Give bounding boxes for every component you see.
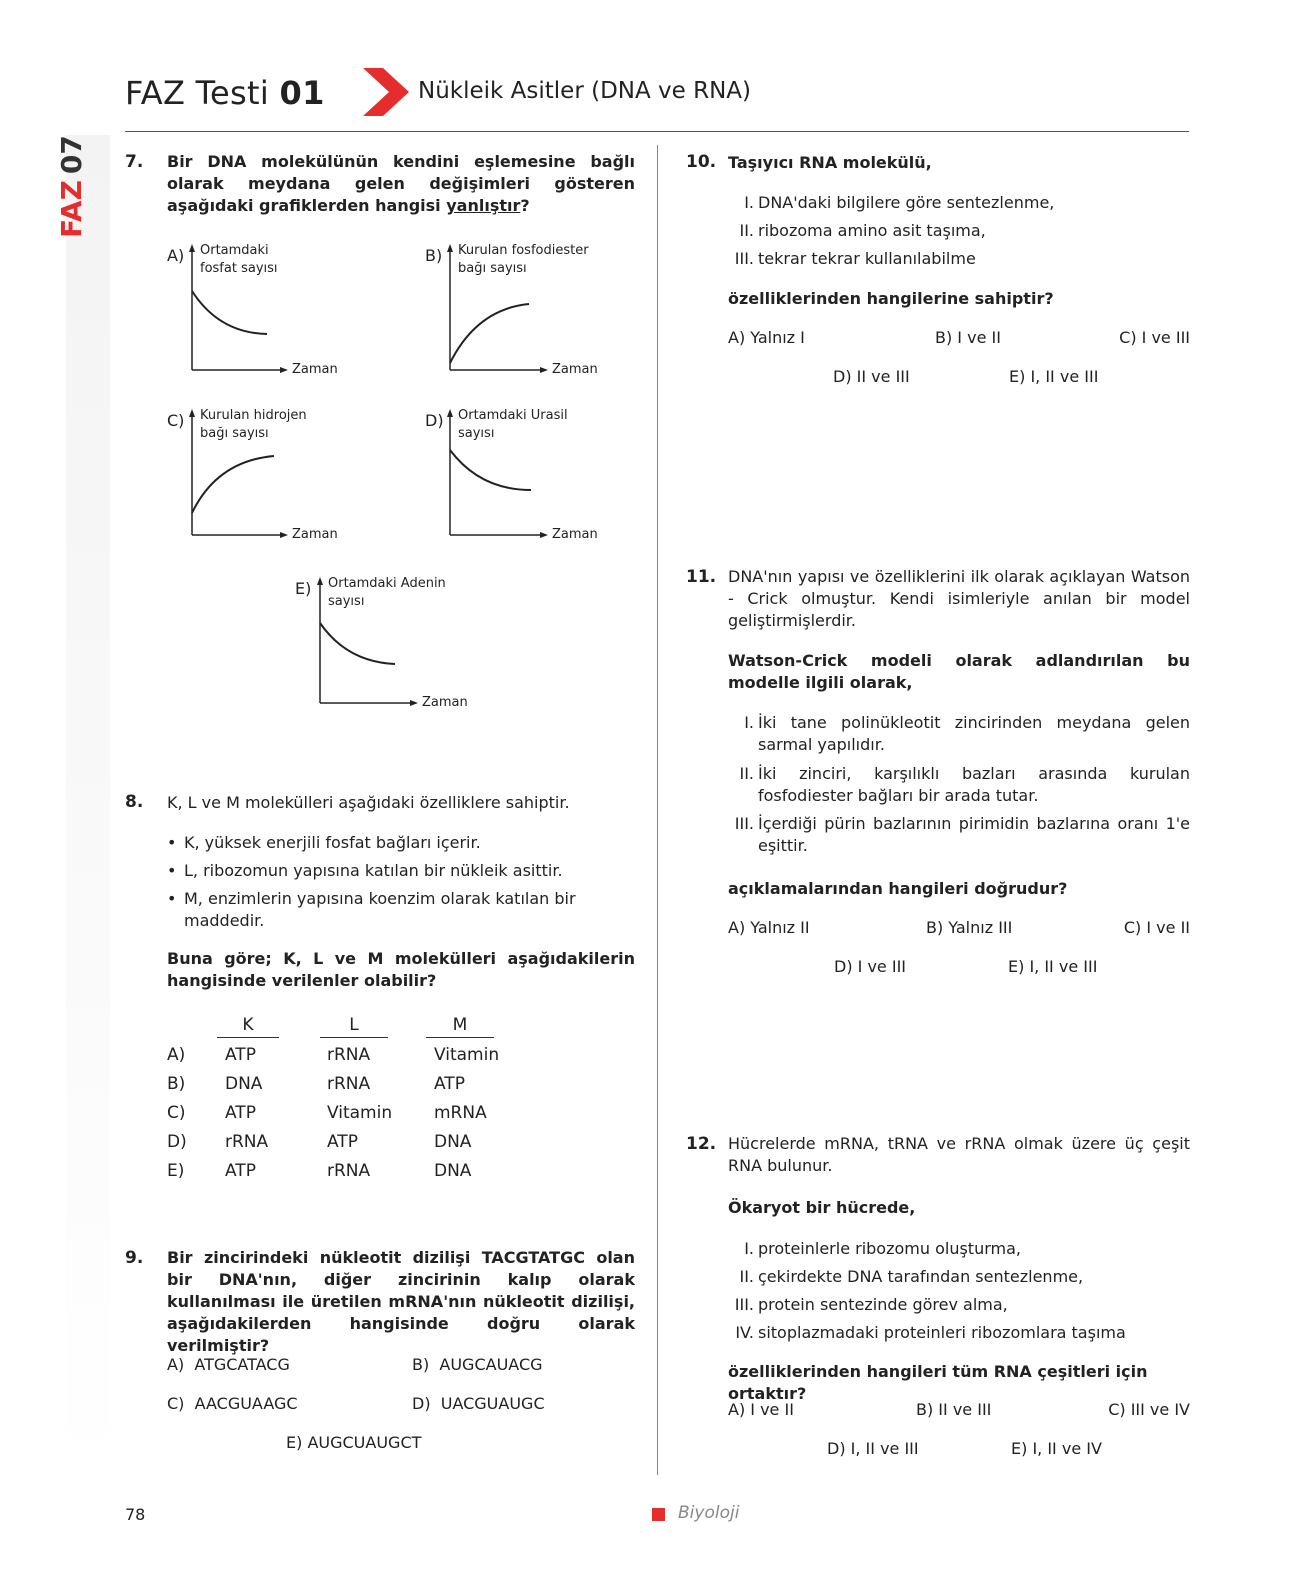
q10-text: Taşıyıcı RNA molekülü, xyxy=(728,153,932,172)
q8-row-a-m: Vitamin xyxy=(434,1045,500,1065)
q7-text-emphasis: yanlıştır xyxy=(446,196,521,215)
q12-option-d: D) I, II ve III xyxy=(827,1439,919,1458)
graph-b-xlabel: Zaman xyxy=(552,362,598,377)
graph-d-axes xyxy=(425,408,615,543)
q10-option-b: B) I ve II xyxy=(935,328,1001,347)
graph-a-letter: A) xyxy=(167,246,185,265)
graph-c-axes xyxy=(167,408,347,543)
q8-header-l: L xyxy=(320,1015,388,1038)
q8-row-c-k: ATP xyxy=(225,1103,256,1123)
q12-item-2-roman: II. xyxy=(739,1267,754,1286)
q7-text-end: ? xyxy=(520,196,530,215)
q11-item-2-roman: II. xyxy=(739,764,754,783)
q11-option-c: C) I ve II xyxy=(1123,918,1190,937)
q8-row-b-k: DNA xyxy=(225,1074,263,1094)
q9-option-c xyxy=(167,1394,298,1413)
q8-header-k: K xyxy=(217,1015,279,1038)
q9-option-e-text: AUGCUAUGCT xyxy=(307,1433,422,1452)
graph-e-letter: E) xyxy=(295,579,312,598)
q8-bullet-dot: • xyxy=(167,833,177,852)
q10-option-a: A) Yalnız I xyxy=(728,328,805,347)
q10-item-3-roman: III. xyxy=(734,249,754,268)
q9-option-e xyxy=(286,1433,421,1452)
q9-option-d-letter: D) xyxy=(412,1394,431,1413)
graph-b-ylabel-1: Kurulan fosfodiester xyxy=(458,243,589,258)
q9-option-a xyxy=(167,1355,290,1374)
q11-lead: Watson-Crick modeli olarak adlandırılan bu modelle ilgili olarak, xyxy=(728,651,1190,692)
graph-c-curve xyxy=(192,456,274,513)
q8-bullet-3: M, enzimlerin yapısına koenzim olarak katılan bir maddedir. xyxy=(184,889,576,930)
q10-option-c: C) I ve III xyxy=(1119,328,1190,347)
graph-c-xlabel: Zaman xyxy=(292,527,338,542)
q12-item-3-text: protein sentezinde görev alma, xyxy=(758,1295,1008,1314)
q11-question: açıklamalarından hangileri doğrudur? xyxy=(728,879,1068,898)
graph-d-letter: D) xyxy=(425,411,444,430)
side-strip xyxy=(66,135,110,1480)
q11-option-e: E) I, II ve III xyxy=(1008,957,1098,976)
q11-item-1-text: İki tane polinükleotit zincirinden meydana gelen sarmal yapılıdır. xyxy=(758,713,1190,754)
q10-item-1-text: DNA'daki bilgilere göre sentezlenme, xyxy=(758,193,1055,212)
q8-row-c-m: mRNA xyxy=(434,1103,487,1123)
q8-intro: K, L ve M molekülleri aşağıdaki özelliklere sahiptir. xyxy=(167,793,570,812)
page-title xyxy=(125,74,325,112)
q12-question: özelliklerinden hangileri tüm RNA çeşitleri için ortaktır? xyxy=(728,1362,1148,1403)
q9-option-b-text: AUGCAUACG xyxy=(439,1355,543,1374)
q7-number: 7. xyxy=(125,152,144,172)
page-number: 78 xyxy=(125,1505,146,1524)
q9-option-c-text: AACGUAAGC xyxy=(194,1394,298,1413)
graph-d-ylabel-1: Ortamdaki Urasil xyxy=(458,408,568,423)
q11-item-3-roman: III. xyxy=(734,814,754,833)
q9-option-d-text: UACGUAUGC xyxy=(440,1394,545,1413)
q7-text-main: Bir DNA molekülünün kendini eşlemesine bağlı olarak meydana gelen değişimleri gösteren aşağıdaki grafiklerden hangisi xyxy=(167,152,635,215)
q11-text: DNA'nın yapısı ve özelliklerini ilk olarak açıklayan Watson - Crick olmuştur. Kendi isimleriyle anılan bir model geliştirmişlerdir. xyxy=(728,567,1190,630)
graph-d-xlabel: Zaman xyxy=(552,527,598,542)
q8-row-b-letter: B) xyxy=(167,1074,186,1094)
q8-row-c-letter: C) xyxy=(167,1103,186,1123)
graph-c-ylabel-1: Kurulan hidrojen xyxy=(200,408,307,423)
graph-e xyxy=(295,576,485,711)
q9-option-a-letter: A) xyxy=(167,1355,185,1374)
q8-row-e-letter: E) xyxy=(167,1161,185,1181)
graph-b xyxy=(425,243,615,378)
graph-e-ylabel-1: Ortamdaki Adenin xyxy=(328,576,446,591)
q12-item-1-roman: I. xyxy=(744,1239,754,1258)
q11-option-b: B) Yalnız III xyxy=(926,918,1013,937)
q10-item-2-roman: II. xyxy=(739,221,754,240)
graph-a-ylabel-1: Ortamdaki xyxy=(200,243,269,258)
side-tab-label xyxy=(55,135,88,238)
q10-question: özelliklerinden hangilerine sahiptir? xyxy=(728,289,1054,308)
q8-row-d-letter: D) xyxy=(167,1132,187,1152)
q12-option-e: E) I, II ve IV xyxy=(1011,1439,1102,1458)
q11-item-3-text: İçerdiği pürin bazlarının pirimidin bazlarına oranı 1'e eşittir. xyxy=(758,814,1190,855)
q11-item-2-text: İki zinciri, karşılıklı bazları arasında kurulan fosfodiester bağları bir arada tutar. xyxy=(758,764,1190,805)
q8-row-d-k: rRNA xyxy=(225,1132,269,1152)
graph-e-xlabel: Zaman xyxy=(422,695,468,710)
q7-text xyxy=(167,151,635,217)
q9-option-a-text: ATGCATACG xyxy=(194,1355,290,1374)
q12-text: Hücrelerde mRNA, tRNA ve rRNA olmak üzere üç çeşit RNA bulunur. xyxy=(728,1134,1190,1175)
graph-c-letter: C) xyxy=(167,411,185,430)
q8-row-a-k: ATP xyxy=(225,1045,256,1065)
q12-option-b: B) II ve III xyxy=(916,1400,992,1419)
q12-item-1-text: proteinlerle ribozomu oluşturma, xyxy=(758,1239,1021,1258)
column-divider xyxy=(657,145,658,1475)
graph-b-curve xyxy=(450,304,529,363)
q10-item-2-text: ribozoma amino asit taşıma, xyxy=(758,221,986,240)
graph-a-ylabel-2: fosfat sayısı xyxy=(200,261,278,276)
q12-item-4-roman: IV. xyxy=(735,1323,754,1342)
side-tab-num: 07 xyxy=(55,135,88,175)
graph-c xyxy=(167,408,347,543)
side-tab-red: FAZ xyxy=(55,180,88,238)
q8-row-b-m: ATP xyxy=(434,1074,465,1094)
q11-number: 11. xyxy=(686,567,717,587)
q9-option-b-letter: B) xyxy=(412,1355,430,1374)
title-number: 01 xyxy=(279,74,325,112)
graph-b-ylabel-2: bağı sayısı xyxy=(458,261,527,276)
footer-subject: Biyoloji xyxy=(678,1503,740,1523)
q11-option-d: D) I ve III xyxy=(834,957,907,976)
graph-b-axes xyxy=(425,243,615,378)
q11-option-a: A) Yalnız II xyxy=(728,918,810,937)
q10-item-3-text: tekrar tekrar kullanılabilme xyxy=(758,249,976,268)
q12-item-2-text: çekirdekte DNA tarafından sentezlenme, xyxy=(758,1267,1084,1286)
q10-item-1-roman: I. xyxy=(744,193,754,212)
q11-item-1-roman: I. xyxy=(744,713,754,732)
footer-square-icon xyxy=(652,1508,665,1521)
graph-e-ylabel-2: sayısı xyxy=(328,594,365,609)
q8-row-d-l: ATP xyxy=(327,1132,358,1152)
chevron-right-icon xyxy=(363,68,409,116)
graph-e-curve xyxy=(320,623,395,664)
q8-bullet-dot: • xyxy=(167,861,177,880)
q12-option-a: A) I ve II xyxy=(728,1400,794,1419)
q9-option-c-letter: C) xyxy=(167,1394,185,1413)
q12-option-c: C) III ve IV xyxy=(1108,1400,1190,1419)
q8-number: 8. xyxy=(125,792,144,812)
q8-bullet-dot: • xyxy=(167,889,177,908)
q9-option-d xyxy=(412,1394,545,1413)
q8-row-e-l: rRNA xyxy=(327,1161,371,1181)
q8-row-d-m: DNA xyxy=(434,1132,472,1152)
q8-bullet-1: K, yüksek enerjili fosfat bağları içerir. xyxy=(184,833,481,852)
q9-option-b xyxy=(412,1355,543,1374)
q8-header-m: M xyxy=(426,1015,494,1038)
title-text: FAZ Testi xyxy=(125,74,270,112)
q12-item-3-roman: III. xyxy=(734,1295,754,1314)
graph-d-ylabel-2: sayısı xyxy=(458,426,495,441)
page-subtitle: Nükleik Asitler (DNA ve RNA) xyxy=(418,78,751,104)
q9-text: Bir zincirindeki nükleotit dizilişi TACGTATGC olan bir DNA'nın, diğer zincirinin kalıp olarak kullanılması ile üretilen mRNA'nın nükleotit dizilişi, aşağıdakilerden hangisinde doğru olarak verilmiştir? xyxy=(167,1248,635,1355)
graph-b-letter: B) xyxy=(425,246,443,265)
q9-option-e-letter: E) xyxy=(286,1433,303,1452)
graph-a-curve xyxy=(192,291,267,334)
graph-d-curve xyxy=(450,450,531,490)
graph-e-axes xyxy=(295,576,485,711)
q10-option-e: E) I, II ve III xyxy=(1009,367,1099,386)
q10-number: 10. xyxy=(686,152,717,172)
q8-bullet-2: L, ribozomun yapısına katılan bir nükleik asittir. xyxy=(184,861,563,880)
graph-c-ylabel-2: bağı sayısı xyxy=(200,426,269,441)
graph-a-axes xyxy=(167,243,347,378)
q12-number: 12. xyxy=(686,1134,717,1154)
q8-row-a-l: rRNA xyxy=(327,1045,371,1065)
header-divider xyxy=(125,131,1189,132)
graph-a xyxy=(167,243,347,378)
q8-row-a-letter: A) xyxy=(167,1045,186,1065)
graph-d xyxy=(425,408,615,543)
q12-lead: Ökaryot bir hücrede, xyxy=(728,1198,916,1217)
q8-question: Buna göre; K, L ve M molekülleri aşağıdakilerin hangisinde verilenler olabilir? xyxy=(167,949,635,990)
q8-row-e-m: DNA xyxy=(434,1161,472,1181)
q8-row-b-l: rRNA xyxy=(327,1074,371,1094)
graph-a-xlabel: Zaman xyxy=(292,362,338,377)
q12-item-4-text: sitoplazmadaki proteinleri ribozomlara taşıma xyxy=(758,1323,1126,1342)
q8-row-c-l: Vitamin xyxy=(327,1103,393,1123)
q9-number: 9. xyxy=(125,1248,144,1268)
q8-row-e-k: ATP xyxy=(225,1161,256,1181)
q10-option-d: D) II ve III xyxy=(833,367,910,386)
